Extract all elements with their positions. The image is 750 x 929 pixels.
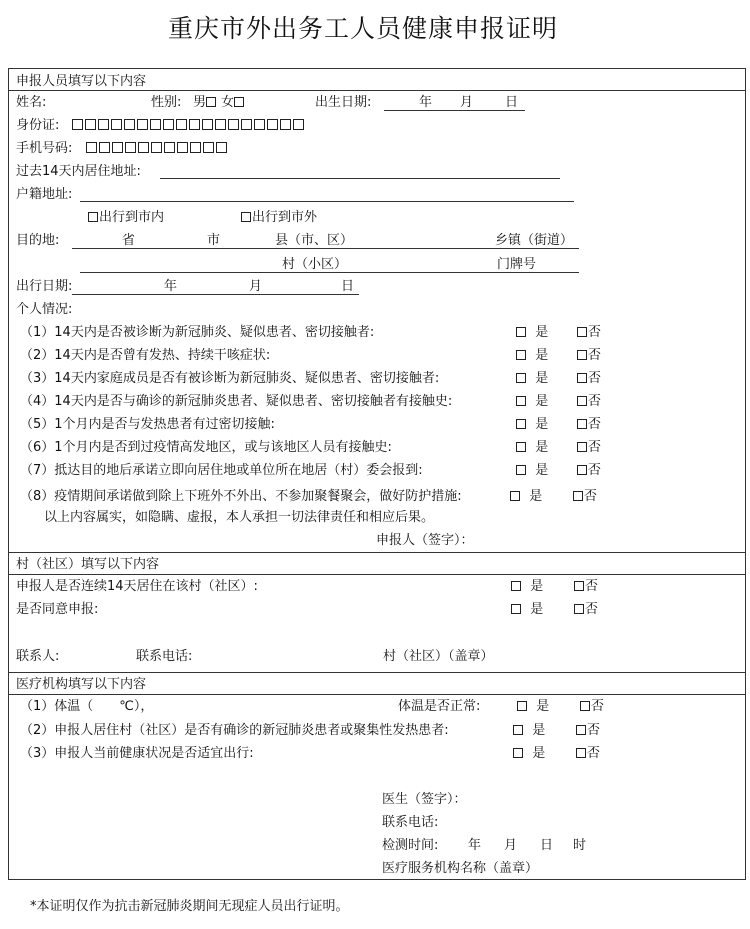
yes-label: 是 [530, 602, 544, 617]
check-month: 月 [504, 838, 518, 853]
cq1-yes-checkbox[interactable] [511, 581, 521, 591]
q1-yes[interactable] [516, 326, 548, 339]
question-5: （5）1个月内是否与发热患者有过密切接触: [20, 417, 275, 432]
no-label: 否 [588, 325, 602, 340]
birth-month: 月 [460, 95, 474, 110]
q5-yes[interactable] [516, 418, 548, 431]
dest-label: 目的地: [16, 233, 60, 248]
no-label: 否 [588, 394, 602, 409]
q6-no-checkbox[interactable] [577, 442, 587, 452]
q4-no-checkbox[interactable] [577, 396, 587, 406]
cq2-yes-checkbox[interactable] [511, 604, 521, 614]
yes-label: 是 [530, 579, 544, 594]
yes-label: 是 [535, 394, 549, 409]
q4-no[interactable] [577, 395, 601, 408]
community-q2: 是否同意申报: [16, 602, 99, 617]
temp-normal-label: 体温是否正常: [398, 699, 481, 714]
birth-label: 出生日期: [315, 95, 372, 110]
q6-yes[interactable] [516, 441, 548, 454]
phone-label: 手机号码: [16, 141, 73, 156]
section2-header: 村（社区）填写以下内容 [16, 557, 160, 572]
question-3: （3）14天内家庭成员是否有被诊断为新冠肺炎、疑似患者、密切接触者: [20, 371, 440, 386]
q4-yes-checkbox[interactable] [516, 396, 526, 406]
no-label: 否 [591, 699, 605, 714]
q8-yes[interactable] [510, 490, 542, 503]
yes-label: 是 [535, 325, 549, 340]
dest-doorplate: 门牌号 [497, 257, 537, 272]
section3-header: 医疗机构填写以下内容 [16, 677, 147, 692]
q4-yes[interactable] [516, 395, 548, 408]
check-time-label: 检测时间: [382, 838, 439, 853]
q3-no-checkbox[interactable] [577, 373, 587, 383]
medical-q3: （3）申报人当前健康状况是否适宜出行: [20, 746, 254, 761]
q2-no-checkbox[interactable] [577, 350, 587, 360]
mq2-yes[interactable] [513, 724, 545, 737]
cq2-no[interactable] [574, 603, 598, 616]
yes-label: 是 [535, 371, 549, 386]
mq2-no[interactable] [576, 724, 600, 737]
id-boxes[interactable] [72, 119, 306, 132]
personal-label: 个人情况: [16, 302, 73, 317]
q2-yes[interactable] [516, 349, 548, 362]
divider [8, 694, 746, 695]
yes-label: 是 [535, 348, 549, 363]
yes-label: 是 [532, 746, 546, 761]
q5-no[interactable] [577, 418, 601, 431]
check-hour: 时 [573, 838, 587, 853]
doctor-signature-label: 医生（签字）： [382, 792, 467, 807]
dest-city: 市 [207, 233, 221, 248]
question-6: （6）1个月内是否到过疫情高发地区，或与该地区人员有接触史: [20, 440, 392, 455]
cq1-yes[interactable] [511, 580, 543, 593]
applicant-signature-label: 申报人（签字）： [376, 533, 474, 548]
cq2-no-checkbox[interactable] [574, 604, 584, 614]
check-year: 年 [468, 838, 482, 853]
yes-label: 是 [535, 417, 549, 432]
travel-date-underline[interactable] [72, 294, 359, 295]
travel-year: 年 [164, 279, 178, 294]
mq3-yes[interactable] [513, 747, 545, 760]
q7-yes[interactable] [516, 464, 548, 477]
cq1-no-checkbox[interactable] [574, 581, 584, 591]
q7-no[interactable] [577, 464, 601, 477]
no-label: 否 [585, 579, 599, 594]
q1-yes-checkbox[interactable] [516, 327, 526, 337]
travel-month: 月 [249, 279, 263, 294]
yes-label: 是 [532, 723, 546, 738]
question-1: （1）14天内是否被诊断为新冠肺炎、疑似患者、密切接触者: [20, 325, 375, 340]
male-checkbox[interactable] [206, 97, 216, 107]
out-city-option[interactable] [241, 211, 317, 224]
contact-phone-label: 联系电话: [136, 649, 193, 664]
section1-header: 申报人员填写以下内容 [16, 74, 147, 89]
temperature-label: （1）体温（ ℃）， [20, 699, 154, 714]
question-2: （2）14天内是否曾有发热、持续干咳症状: [20, 348, 271, 363]
travel-date-label: 出行日期: [16, 279, 73, 294]
dest-county: 县（市、区） [275, 233, 354, 248]
dest-underline-2[interactable] [80, 272, 579, 273]
no-label: 否 [588, 417, 602, 432]
mq3-no[interactable] [576, 747, 600, 760]
id-label: 身份证: [16, 118, 60, 133]
mq2-no-checkbox[interactable] [576, 725, 586, 735]
no-label: 否 [588, 371, 602, 386]
travel-day: 日 [341, 279, 355, 294]
q1-no-checkbox[interactable] [577, 327, 587, 337]
cq2-yes[interactable] [511, 603, 543, 616]
no-label: 否 [587, 746, 601, 761]
form-title: 重庆市外出务工人员健康申报证明 [168, 14, 559, 43]
male-label: 男 [193, 95, 207, 110]
q8-no-checkbox[interactable] [573, 491, 583, 501]
q8-yes-checkbox[interactable] [510, 491, 520, 501]
mq2-yes-checkbox[interactable] [513, 725, 523, 735]
divider [8, 90, 746, 91]
dest-village: 村（小区） [282, 257, 348, 272]
q3-no[interactable] [577, 372, 601, 385]
no-label: 否 [588, 348, 602, 363]
divider [8, 672, 746, 673]
divider [8, 574, 746, 575]
question-4: （4）14天内是否与确诊的新冠肺炎患者、疑似患者、密切接触者有接触史: [20, 394, 453, 409]
cq1-no[interactable] [574, 580, 598, 593]
female-checkbox[interactable] [234, 97, 244, 107]
q2-yes-checkbox[interactable] [516, 350, 526, 360]
out-city-label: 出行到市外 [252, 210, 318, 225]
medical-q2: （2）申报人居住村（社区）是否有确诊的新冠肺炎患者或聚集性发热患者: [20, 723, 449, 738]
yes-label: 是 [535, 440, 549, 455]
community-seal-label: 村（社区）（盖章） [383, 649, 494, 664]
phone-boxes[interactable] [86, 142, 229, 155]
dest-province: 省 [122, 233, 136, 248]
name-label: 姓名: [16, 95, 47, 110]
temp-yes[interactable] [517, 700, 549, 713]
gender-label: 性别: [151, 95, 182, 110]
no-label: 否 [588, 463, 602, 478]
q2-no[interactable] [577, 349, 601, 362]
birth-year: 年 [419, 95, 433, 110]
question-7: （7）抵达目的地后承诺立即向居住地或单位所在地居（村）委会报到: [20, 463, 423, 478]
check-day: 日 [540, 838, 554, 853]
addr14-field[interactable] [160, 178, 560, 179]
in-city-label: 出行到市内 [99, 210, 165, 225]
q5-yes-checkbox[interactable] [516, 419, 526, 429]
mq3-no-checkbox[interactable] [576, 748, 586, 758]
divider [8, 552, 746, 553]
q1-no[interactable] [577, 326, 601, 339]
footnote: *本证明仅作为抗击新冠肺炎期间无现症人员出行证明。 [30, 899, 349, 914]
q8-no[interactable] [573, 490, 597, 503]
yes-label: 是 [529, 489, 543, 504]
q6-yes-checkbox[interactable] [516, 442, 526, 452]
huji-label: 户籍地址: [16, 187, 73, 202]
dest-town: 乡镇（街道） [495, 233, 574, 248]
addr14-label: 过去14天内居住地址: [16, 164, 141, 179]
medical-contact-phone-label: 联系电话: [382, 815, 439, 830]
temp-yes-checkbox[interactable] [517, 701, 527, 711]
no-label: 否 [588, 440, 602, 455]
out-city-checkbox[interactable] [241, 212, 251, 222]
mq3-yes-checkbox[interactable] [513, 748, 523, 758]
temp-no[interactable] [580, 700, 604, 713]
institution-seal-label: 医疗服务机构名称（盖章） [382, 861, 539, 876]
gender-male[interactable] [193, 96, 217, 109]
q5-no-checkbox[interactable] [577, 419, 587, 429]
q7-yes-checkbox[interactable] [516, 465, 526, 475]
yes-label: 是 [536, 699, 550, 714]
no-label: 否 [587, 723, 601, 738]
q3-yes-checkbox[interactable] [516, 373, 526, 383]
birth-underline [384, 110, 525, 111]
no-label: 否 [584, 489, 598, 504]
q3-yes[interactable] [516, 372, 548, 385]
q7-no-checkbox[interactable] [577, 465, 587, 475]
gender-female[interactable] [221, 96, 245, 109]
in-city-option[interactable] [88, 211, 164, 224]
temp-no-checkbox[interactable] [580, 701, 590, 711]
huji-field[interactable] [80, 201, 574, 202]
q6-no[interactable] [577, 441, 601, 454]
female-label: 女 [221, 95, 235, 110]
in-city-checkbox[interactable] [88, 212, 98, 222]
community-q1: 申报人是否连续14天居住在该村（社区）: [16, 579, 258, 594]
question-8: （8）疫情期间承诺做到除上下班外不外出、不参加聚餐聚会，做好防护措施: [20, 489, 462, 504]
yes-label: 是 [535, 463, 549, 478]
birth-day: 日 [505, 95, 519, 110]
dest-underline[interactable] [72, 248, 579, 249]
no-label: 否 [585, 602, 599, 617]
declaration: 以上内容属实，如隐瞒、虚报，本人承担一切法律责任和相应后果。 [44, 510, 435, 525]
contact-label: 联系人: [16, 649, 60, 664]
